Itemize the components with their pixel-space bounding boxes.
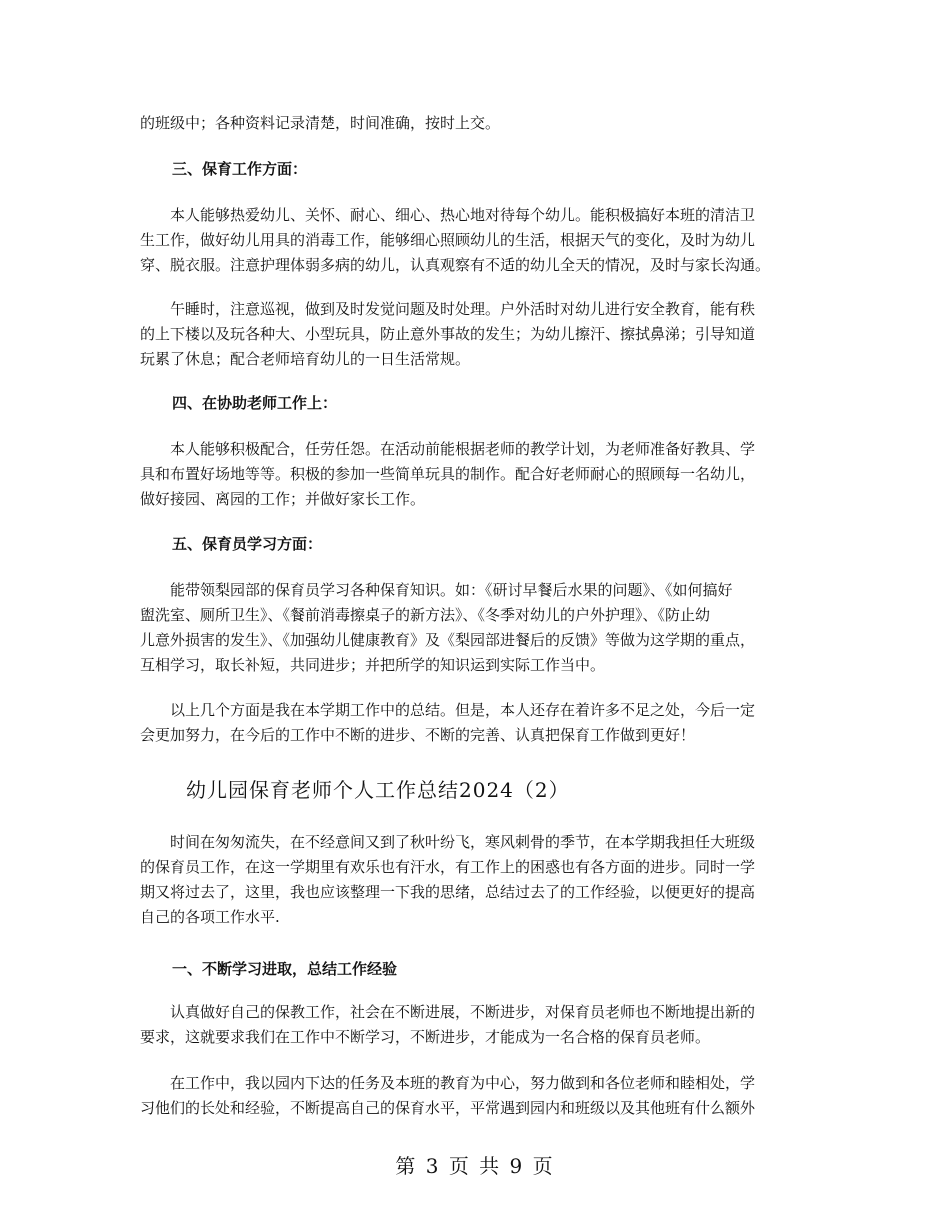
paragraph-line: 生工作，做好幼儿用具的消毒工作，能够细心照顾幼儿的生活，根据天气的变化，及时为幼儿 [140,231,756,249]
paragraph [140,203,816,278]
paragraph-line: 互相学习，取长补短，共同进步；并把所学的知识运到实际工作当中。 [140,656,606,674]
paragraph [140,297,816,372]
paragraph-line: 儿意外损害的发生》、《加强幼儿健康教育》及《梨园部进餐后的反馈》等做为这学期的重点， [140,631,756,649]
paragraph [140,1000,816,1050]
section-heading: 三、保育工作方面： [172,160,308,178]
document-title: 幼儿园保育老师个人工作总结2024（2） [186,778,570,802]
paragraph [140,830,816,930]
paragraph-line: 以上几个方面是我在本学期工作中的总结。但是，本人还存在着许多不足之处，今后一定 [170,701,756,719]
paragraph [140,1071,816,1121]
paragraph-line: 的保育员工作，在这一学期里有欢乐也有汗水，有工作上的困惑也有各方面的进步。同时一学 [140,858,756,876]
paragraph-line: 自己的各项工作水平. [140,908,280,926]
paragraph-line: 本人能够热爱幼儿、关怀、耐心、细心、热心地对待每个幼儿。能积极搞好本班的清洁卫 [170,206,756,224]
paragraph-line: 会更加努力，在今后的工作中不断的进步、不断的完善、认真把保育工作做到更好！ [140,726,696,744]
paragraph-line: 玩累了休息；配合老师培育幼儿的一日生活常规。 [140,350,471,368]
paragraph-line: 习他们的长处和经验，不断提高自己的保育水平，平常遇到园内和班级以及其他班有什么额外 [140,1099,756,1117]
page-footer: 第 3 页 共 9 页 [395,1154,555,1178]
section-heading: 五、保育员学习方面： [172,535,323,553]
paragraph-line: 能带领梨园部的保育员学习各种保育知识。如：《研讨早餐后水果的问题》、《如何搞好 [170,581,733,599]
paragraph [140,437,816,512]
paragraph-line: 在工作中，我以园内下达的任务及本班的教育为中心，努力做到和各位老师和睦相处，学 [170,1074,756,1092]
section-heading: 四、在协助老师工作上： [172,394,338,412]
paragraph [140,698,816,748]
paragraph-line: 要求，这就要求我们在工作中不断学习，不断进步，才能成为一名合格的保育员老师。 [140,1028,711,1046]
paragraph-line: 做好接园、离园的工作；并做好家长工作。 [140,490,426,508]
paragraph-line: 盥洗室、厕所卫生》、《餐前消毒擦桌子的新方法》、《冬季对幼儿的户外护理》、《防止幼 [140,606,711,624]
paragraph-line: 的班级中；各种资料记录清楚，时间准确，按时上交。 [140,114,501,132]
paragraph-line: 的上下楼以及玩各种大、小型玩具，防止意外事故的发生；为幼儿擦汗、擦拭鼻涕；引导知道 [140,325,756,343]
paragraph-line: 本人能够积极配合，任劳任怨。在活动前能根据老师的教学计划，为老师准备好教具、学 [170,440,756,458]
paragraph [140,578,816,678]
paragraph-line: 穿、脱衣服。注意护理体弱多病的幼儿，认真观察有不适的幼儿全天的情况，及时与家长沟通。 [140,256,771,274]
paragraph-line: 时间在匆匆流失，在不经意间又到了秋叶纷飞，寒风刺骨的季节，在本学期我担任大班级 [170,833,756,851]
paragraph-line: 午睡时，注意巡视，做到及时发觉问题及时处理。户外活时对幼儿进行安全教育，能有秩 [170,300,756,318]
section-heading: 一、不断学习进取，总结工作经验 [172,960,398,978]
paragraph [140,111,816,136]
paragraph-line: 认真做好自己的保教工作，社会在不断进展，不断进步，对保育员老师也不断地提出新的 [170,1003,756,1021]
paragraph-line: 具和布置好场地等等。积极的参加一些简单玩具的制作。配合好老师耐心的照顾每一名幼儿， [140,465,756,483]
paragraph-line: 期又将过去了，这里，我也应该整理一下我的思绪，总结过去了的工作经验，以便更好的提高 [140,883,756,901]
